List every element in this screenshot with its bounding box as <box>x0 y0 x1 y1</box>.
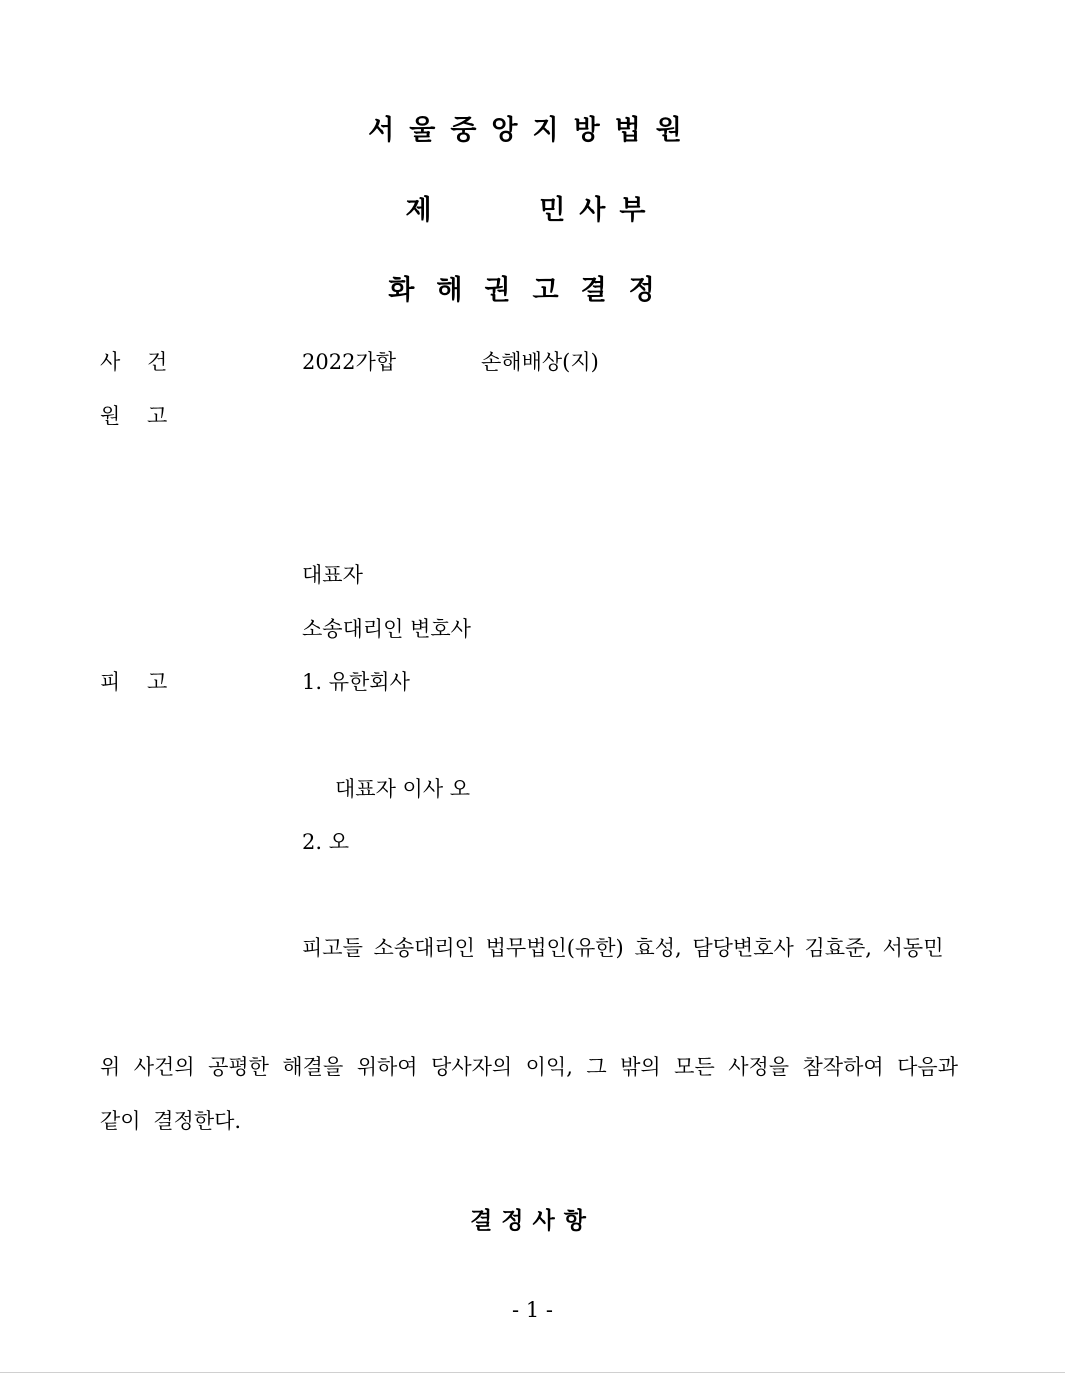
defendant-1: 1. 유한회사 <box>302 670 410 694</box>
plaintiff-label: 원 고 <box>100 404 168 428</box>
document-title: 화해권고결정 <box>388 275 677 306</box>
defendant-2: 2. 오 <box>302 830 349 854</box>
defendant-1-representative: 대표자 이사 오 <box>335 777 471 801</box>
defendant-label: 피 고 <box>100 670 168 694</box>
page-number: - 1 - <box>512 1298 553 1322</box>
section-heading: 결정사항 <box>470 1208 595 1234</box>
plaintiff-representative: 대표자 <box>302 563 363 587</box>
body-paragraph: 위 사건의 공평한 해결을 위하여 당사자의 이익, 그 밖의 모든 사정을 참작하여 다음과 같이 결정한다. <box>100 1055 958 1133</box>
court-name: 서울중앙지방법원 <box>368 115 697 146</box>
case-number: 2022가합 <box>302 350 397 374</box>
case-label: 사 건 <box>100 350 168 374</box>
plaintiff-counsel: 소송대리인 변호사 <box>302 617 471 641</box>
defendants-counsel: 피고들 소송대리인 법무법인(유한) 효성, 담당변호사 김효준, 서동민 <box>302 936 944 960</box>
division-name: 제 민사부 <box>405 195 660 226</box>
page-divider <box>0 1372 1065 1373</box>
case-name: 손해배상(지) <box>481 350 599 374</box>
